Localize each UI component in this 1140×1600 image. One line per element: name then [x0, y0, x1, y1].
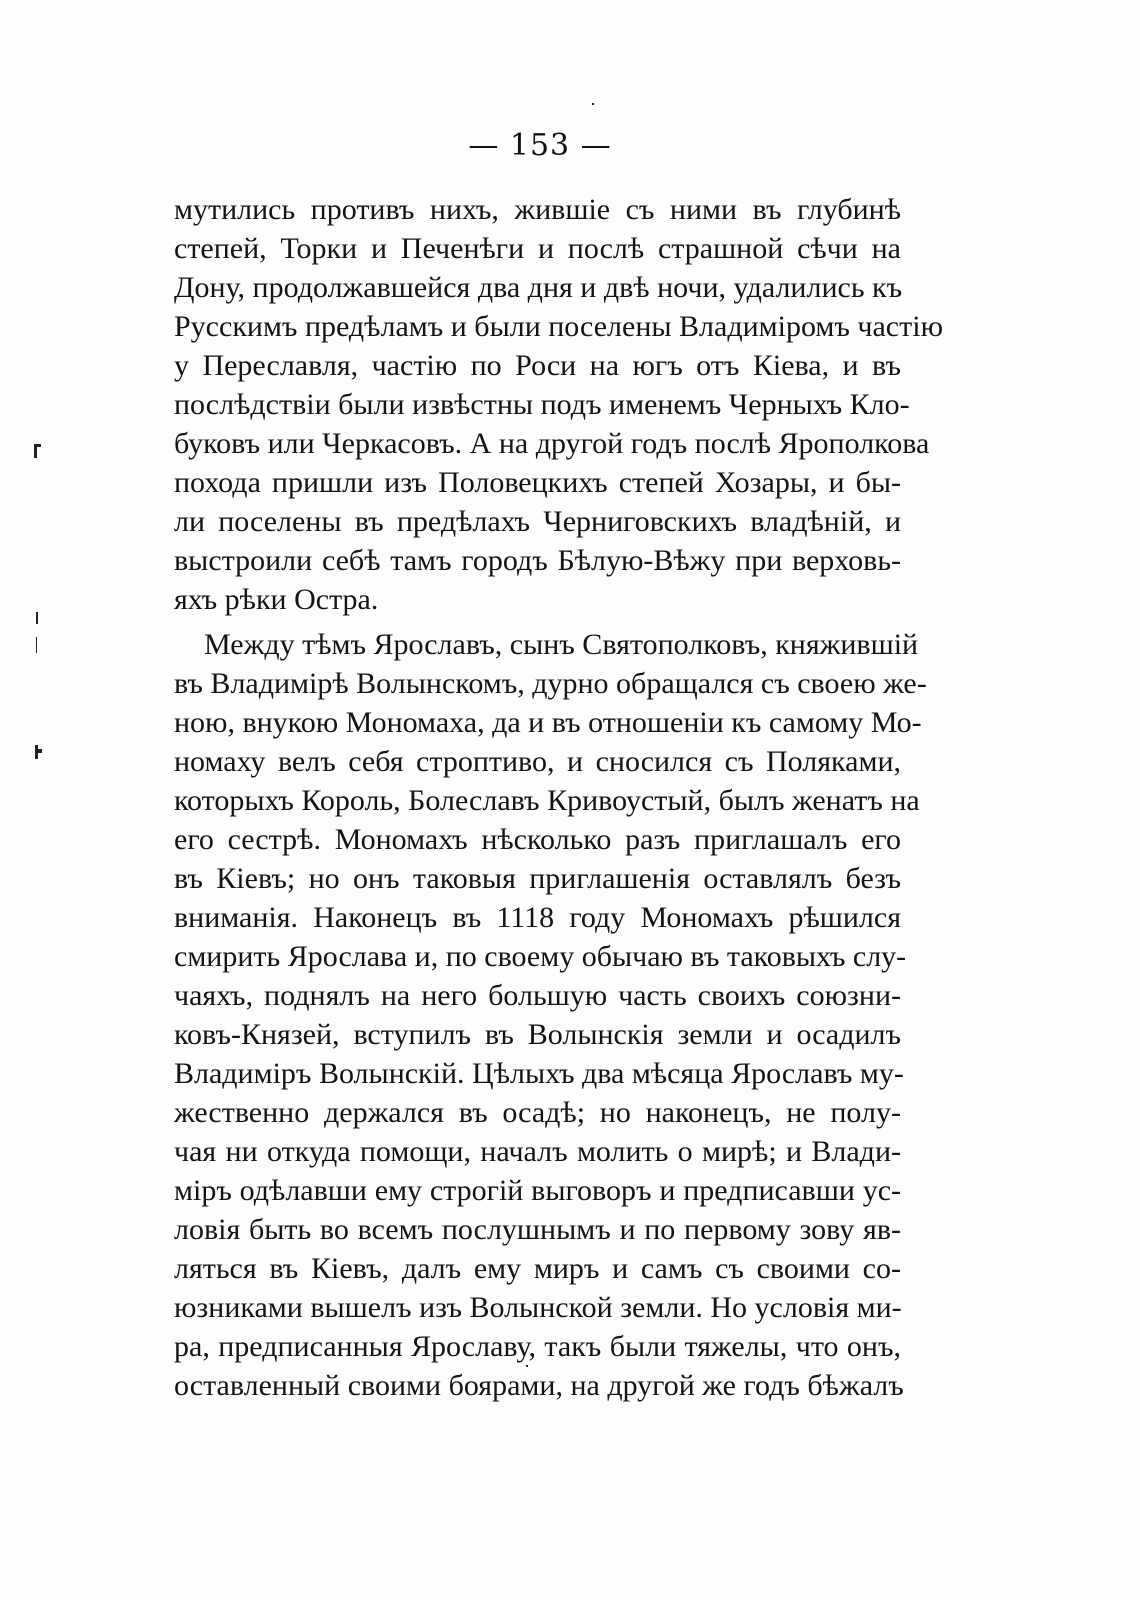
- text-line: ра, предписанныя Ярославу, такъ были тяжелы, что онъ,: [174, 1330, 901, 1363]
- scan-mark: [526, 1365, 528, 1367]
- text-line: похода пришли изъ Половецкихъ степей Хозары, и бы-: [174, 466, 901, 499]
- text-line: чая ни откуда помощи, началъ молить о мирѣ; и Влади-: [174, 1135, 901, 1168]
- text-line: у Переславля, частію по Роси на югъ отъ Кіева, и въ: [174, 349, 901, 382]
- text-line: выстроили себѣ тамъ городъ Бѣлую-Вѣжу при верховь-: [174, 544, 901, 577]
- text-line: его сестрѣ. Мономахъ нѣсколько разъ приглашалъ его: [174, 823, 901, 856]
- body-text: [174, 190, 943, 1405]
- text-line: міръ одѣлавши ему строгій выговоръ и предписавши ус-: [174, 1174, 901, 1207]
- text-line: Между тѣмъ Ярославъ, сынъ Святополковъ, княжившій: [204, 628, 919, 661]
- scan-mark: [36, 637, 37, 653]
- text-line: ною, внукою Мономаха, да и въ отношеніи къ самому Мо-: [174, 706, 922, 739]
- text-line: ляться въ Кіевъ, далъ ему миръ и самъ съ своими со-: [174, 1252, 901, 1285]
- text-line: жественно держался въ осадѣ; но наконецъ, не полу-: [174, 1096, 901, 1129]
- text-line: Дону, продолжавшейся два дня и двѣ ночи, удалились къ: [174, 271, 903, 304]
- text-line: ловія быть во всемъ послушнымъ и по первому зову яв-: [174, 1213, 901, 1246]
- text-line: степей, Торки и Печенѣги и послѣ страшной сѣчи на: [174, 232, 901, 265]
- scan-mark: [34, 444, 41, 447]
- text-line: Русскимъ предѣламъ и были поселены Владиміромъ частію: [174, 310, 943, 343]
- text-line: въ Кіевъ; но онъ таковыя приглашенія оставлялъ безъ: [174, 862, 901, 895]
- text-line: буковъ или Черкасовъ. А на другой годъ послѣ Ярополкова: [174, 427, 930, 460]
- text-line: въ Владимірѣ Волынскомъ, дурно обращался съ своею же-: [174, 667, 927, 700]
- page-number: — 153 —: [468, 128, 612, 163]
- text-line: мутились противъ нихъ, жившіе съ ними въ глубинѣ: [174, 193, 901, 226]
- text-line: номаху велъ себя строптиво, и сносился съ Поляками,: [174, 745, 901, 778]
- text-line: чаяхъ, поднялъ на него большую часть своихъ союзни-: [174, 979, 901, 1012]
- text-line: которыхъ Король, Болеславъ Кривоустый, былъ женатъ на: [174, 784, 920, 817]
- text-line: смирить Ярослава и, по своему обычаю въ таковыхъ слу-: [174, 940, 907, 973]
- scan-mark: [36, 612, 38, 624]
- text-line: яхъ рѣки Остра.: [174, 583, 379, 616]
- text-line: ковъ-Князей, вступилъ въ Волынскія земли и осадилъ: [174, 1018, 901, 1051]
- text-line: юзниками вышелъ изъ Волынской земли. Но условія ми-: [174, 1291, 902, 1324]
- text-line: вниманія. Наконецъ въ 1118 году Мономахъ рѣшился: [174, 901, 901, 934]
- text-line: ли поселены въ предѣлахъ Черниговскихъ владѣній, и: [174, 505, 901, 538]
- text-line: Владиміръ Волынскій. Цѣлыхъ два мѣсяца Ярославъ му-: [174, 1057, 904, 1090]
- text-line: оставленный своими боярами, на другой же годъ бѣжалъ: [174, 1369, 904, 1402]
- scan-mark: [35, 749, 42, 753]
- text-line: послѣдствіи были извѣстны подъ именемъ Черныхъ Кло-: [174, 388, 910, 421]
- scan-mark: [592, 103, 594, 105]
